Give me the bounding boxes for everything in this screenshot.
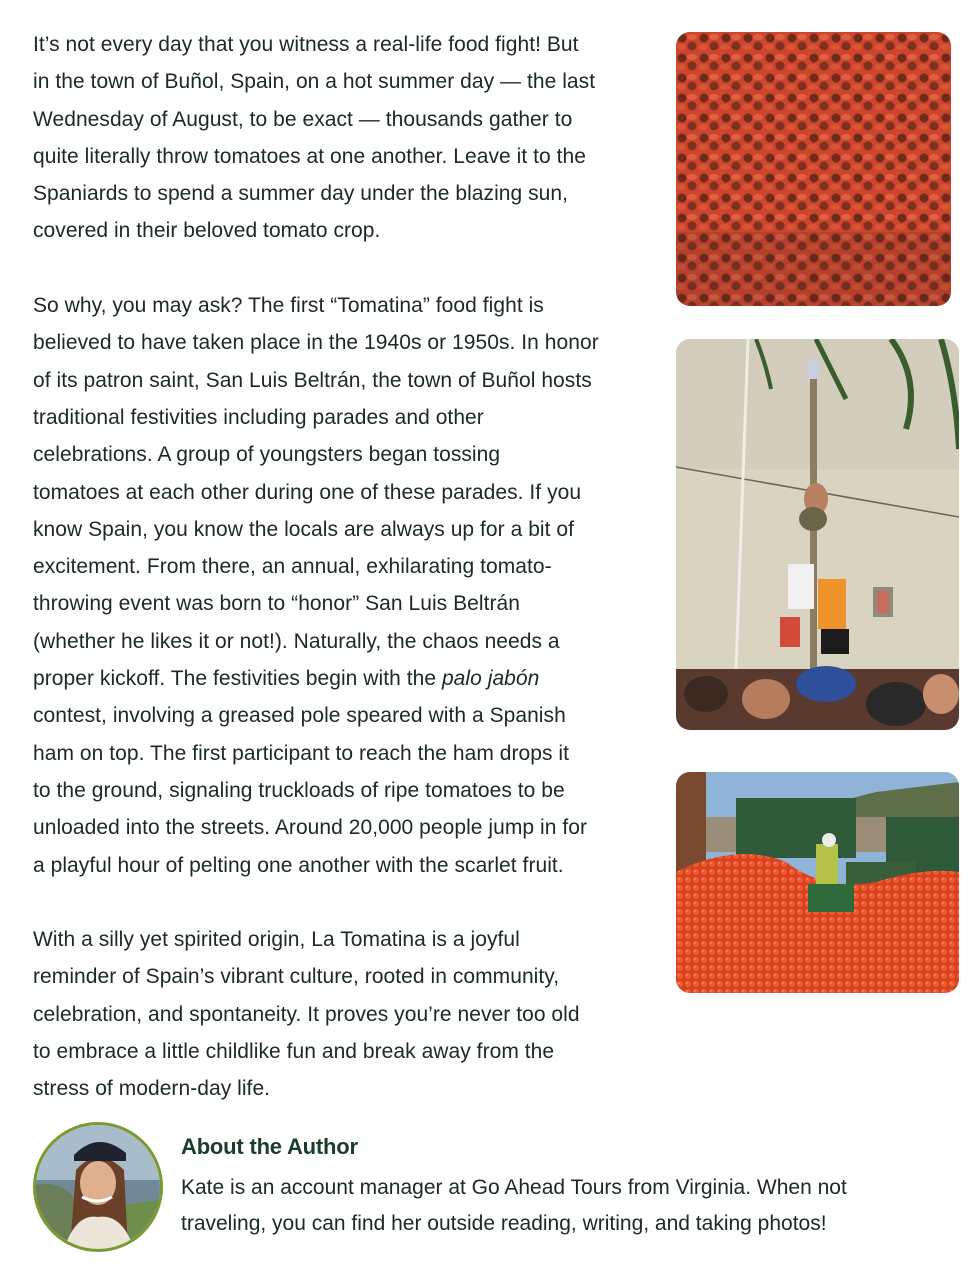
text-line: stress of modern-day life. (33, 1077, 271, 1101)
text-line: celebrations. A group of youngsters began tossing (33, 443, 501, 467)
text-line: ham on top. The first participant to reach the ham drops it (33, 741, 570, 765)
photo-tomato-pile (676, 772, 959, 993)
photo-tomato-crowd (676, 32, 951, 306)
text-line: unloaded into the streets. Around 20,000 people jump in for (33, 816, 588, 840)
text-line: in the town of Buñol, Spain, on a hot summer day — the last (33, 70, 596, 94)
text-line: a playful hour of pelting one another with the scarlet fruit. (33, 853, 564, 877)
text-line: to embrace a little childlike fun and break away from the (33, 1040, 555, 1064)
text-segment: proper kickoff. The festivities begin with the (33, 667, 442, 691)
text-line: So why, you may ask? The first “Tomatina” food fight is (33, 294, 544, 318)
photo-greased-pole (676, 339, 959, 730)
paragraph-conclusion (33, 921, 673, 1107)
text-line: of its patron saint, San Luis Beltrán, the town of Buñol hosts (33, 368, 592, 392)
author-heading: About the Author (181, 1134, 358, 1159)
text-line: (whether he likes it or not!). Naturally, the chaos needs a (33, 629, 560, 653)
text-line: tomatoes at each other during one of these parades. If you (33, 480, 582, 504)
text-line: Wednesday of August, to be exact — thousands gather to (33, 107, 573, 131)
paragraph-history (33, 287, 673, 884)
text-line: throwing event was born to “honor” San Luis Beltrán (33, 592, 520, 616)
text-line: traditional festivities including parades and other (33, 405, 484, 429)
text-line (33, 660, 673, 697)
text-line: excitement. From there, an annual, exhilarating tomato- (33, 555, 552, 579)
text-line: celebration, and spontaneity. It proves you’re never too old (33, 1002, 580, 1026)
text-line: to the ground, signaling truckloads of ripe tomatoes to be (33, 778, 565, 802)
text-line: contest, involving a greased pole speared with a Spanish (33, 704, 566, 728)
text-line: Kate is an account manager at Go Ahead Tours from Virginia. When not (181, 1176, 847, 1199)
article-body (33, 26, 673, 1145)
author-bio (181, 1170, 847, 1242)
author-photo (36, 1125, 160, 1249)
italic-term-palo-jabon: palo jabón (441, 667, 540, 691)
text-line: With a silly yet spirited origin, La Tomatina is a joyful (33, 928, 520, 952)
text-line: reminder of Spain’s vibrant culture, rooted in community, (33, 965, 560, 989)
text-line: traveling, you can find her outside reading, writing, and taking photos! (181, 1212, 827, 1235)
pole-climb-image (676, 339, 959, 730)
author-avatar (33, 1122, 163, 1252)
paragraph-intro (33, 26, 673, 250)
crowd-image (676, 32, 951, 306)
tomato-pile-image (676, 772, 959, 993)
text-line: It’s not every day that you witness a real-life food fight! But (33, 33, 579, 56)
text-line: believed to have taken place in the 1940s or 1950s. In honor (33, 331, 599, 355)
author-section (33, 1122, 953, 1252)
text-line: Spaniards to spend a summer day under the blazing sun, (33, 182, 569, 206)
text-line: know Spain, you know the locals are always up for a bit of (33, 517, 575, 541)
text-line: quite literally throw tomatoes at one another. Leave it to the (33, 144, 586, 168)
text-line: covered in their beloved tomato crop. (33, 219, 381, 243)
